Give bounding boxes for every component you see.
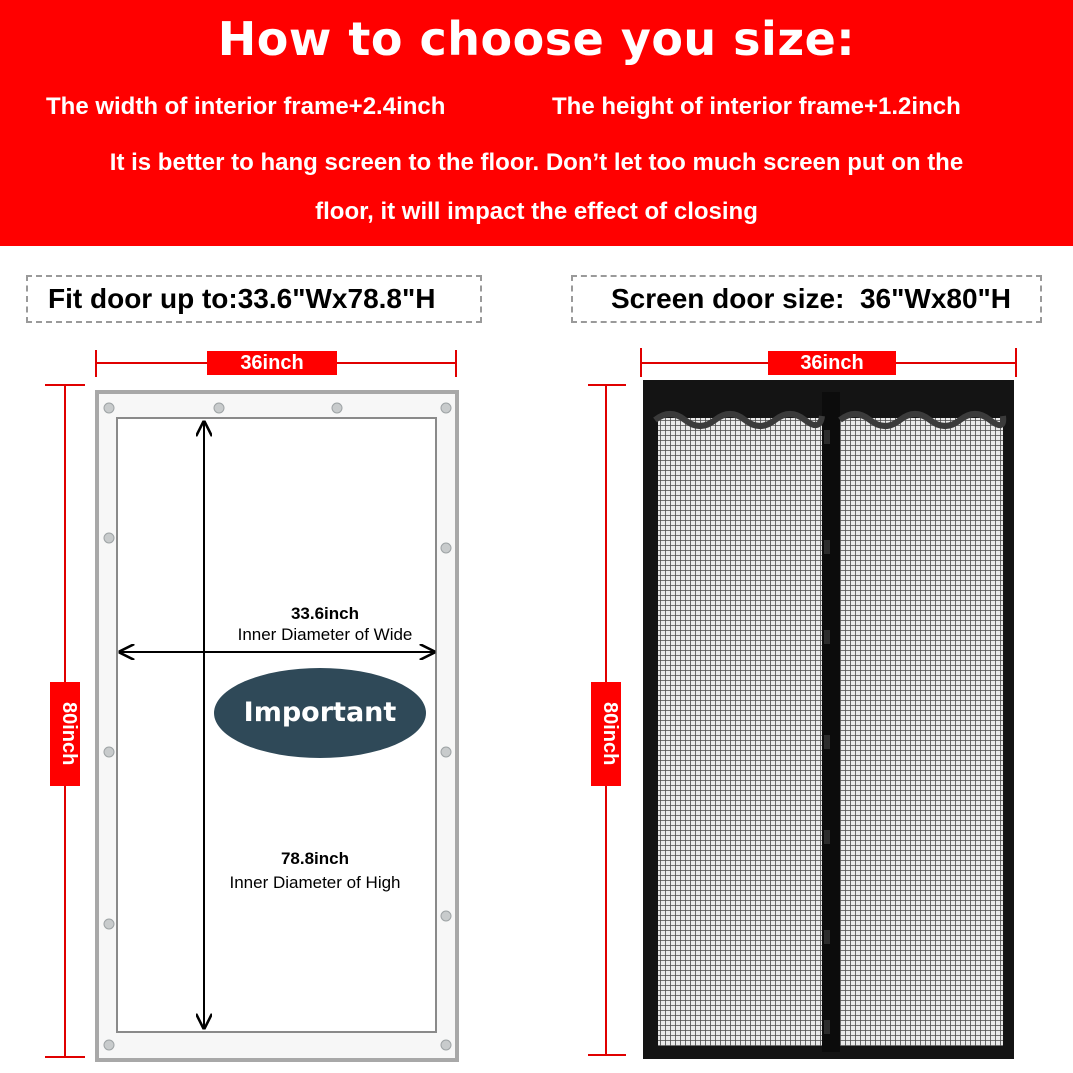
right-height-tag: 80inch: [591, 682, 621, 786]
inner-width-caption: Inner Diameter of Wide: [237, 625, 413, 644]
screen-size-label: Screen door size:: [611, 283, 845, 314]
screen-door-image: [643, 380, 1014, 1059]
important-badge: Important: [214, 668, 426, 758]
left-height-tag: 80inch: [50, 682, 80, 786]
left-width-tag: 36inch: [207, 351, 337, 375]
screen-size-value: 36"Wx80"H: [859, 283, 1012, 314]
inner-width-value: 33.6inch: [290, 604, 360, 623]
fit-door-value: 33.6"Wx78.8"H: [237, 283, 436, 314]
fit-door-label: Fit door up to:: [48, 283, 238, 314]
banner-title: How to choose you size:: [217, 12, 856, 66]
note-line-1: It is better to hang screen to the floor. Don’t let too much screen put on the: [109, 149, 964, 176]
height-rule-text: The height of interior frame+1.2inch: [552, 93, 961, 120]
inner-height-value: 78.8inch: [280, 849, 350, 868]
inner-height-caption: Inner Diameter of High: [229, 873, 401, 892]
width-rule-text: The width of interior frame+2.4inch: [46, 93, 446, 120]
right-width-tag: 36inch: [768, 351, 896, 375]
note-line-2: floor, it will impact the effect of closing: [315, 198, 758, 225]
